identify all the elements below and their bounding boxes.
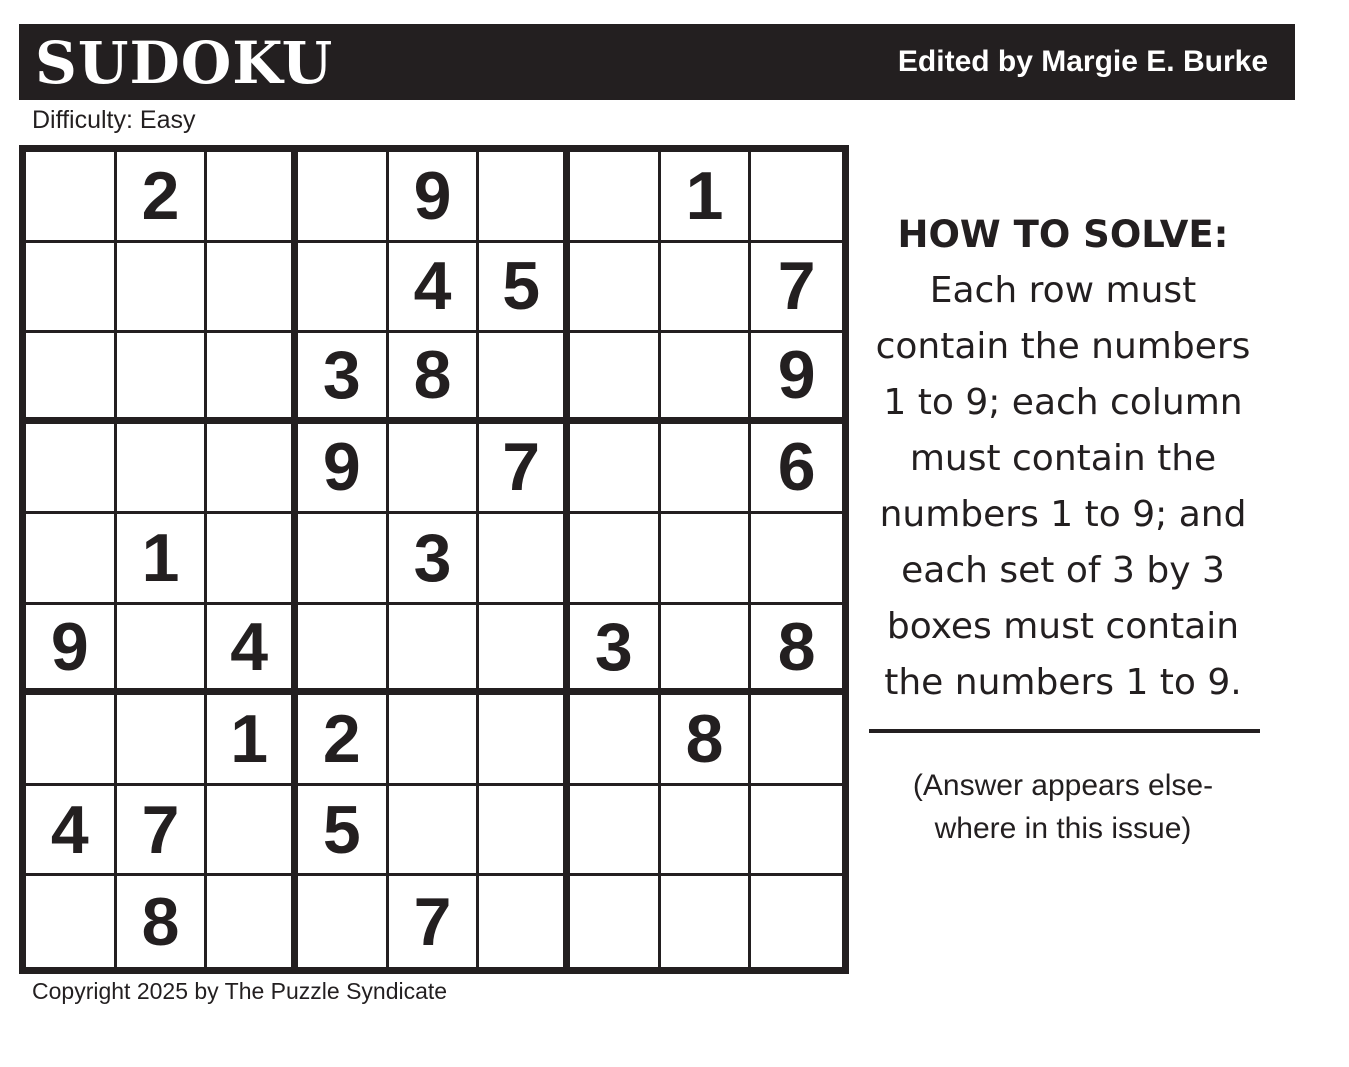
given-digit-cell: 5 [479,243,570,334]
empty-cell[interactable] [117,605,208,696]
empty-cell[interactable] [661,333,752,424]
instruction-line: the numbers 1 to 9. [884,662,1242,703]
empty-cell[interactable] [26,424,117,515]
answer-note-line: (Answer appears else- [912,769,1214,802]
empty-cell[interactable] [389,605,480,696]
given-digit-cell: 9 [389,152,480,243]
empty-cell[interactable] [207,243,298,334]
empty-cell[interactable] [207,333,298,424]
instruction-line: 1 to 9; each column [883,382,1243,423]
empty-cell[interactable] [389,695,480,786]
given-digit-cell: 3 [389,514,480,605]
empty-cell[interactable] [751,514,842,605]
empty-cell[interactable] [479,695,570,786]
given-digit-cell: 7 [389,876,480,967]
given-digit-cell: 1 [117,514,208,605]
empty-cell[interactable] [570,243,661,334]
empty-cell[interactable] [751,786,842,877]
given-digit-cell: 3 [298,333,389,424]
difficulty-label: Difficulty: Easy [32,106,196,134]
sudoku-grid [19,145,849,974]
empty-cell[interactable] [207,152,298,243]
empty-cell[interactable] [661,786,752,877]
instruction-line: must contain the [909,438,1217,479]
instruction-line: contain the numbers [875,326,1251,367]
given-digit-cell: 4 [389,243,480,334]
empty-cell[interactable] [751,152,842,243]
given-digit-cell: 8 [661,695,752,786]
given-digit-cell: 4 [26,786,117,877]
empty-cell[interactable] [26,876,117,967]
empty-cell[interactable] [26,333,117,424]
empty-cell[interactable] [26,514,117,605]
instruction-line: each set of 3 by 3 [901,550,1225,591]
given-digit-cell: 7 [117,786,208,877]
empty-cell[interactable] [570,424,661,515]
given-digit-cell: 9 [298,424,389,515]
copyright-notice: Copyright 2025 by The Puzzle Syndicate [32,978,448,1004]
empty-cell[interactable] [298,876,389,967]
empty-cell[interactable] [207,786,298,877]
how-to-solve-title: HOW TO SOLVE: [897,213,1229,256]
empty-cell[interactable] [479,786,570,877]
empty-cell[interactable] [570,695,661,786]
empty-cell[interactable] [661,605,752,696]
given-digit-cell: 9 [751,333,842,424]
empty-cell[interactable] [117,333,208,424]
empty-cell[interactable] [661,243,752,334]
empty-cell[interactable] [117,243,208,334]
empty-cell[interactable] [389,424,480,515]
empty-cell[interactable] [661,424,752,515]
empty-cell[interactable] [117,695,208,786]
empty-cell[interactable] [751,695,842,786]
given-digit-cell: 7 [751,243,842,334]
empty-cell[interactable] [298,514,389,605]
how-to-solve-panel [862,207,1264,711]
given-digit-cell: 9 [26,605,117,696]
empty-cell[interactable] [389,786,480,877]
empty-cell[interactable] [570,333,661,424]
answer-note-line: where in this issue) [934,812,1192,845]
empty-cell[interactable] [26,243,117,334]
empty-cell[interactable] [479,514,570,605]
answer-note [862,764,1264,850]
given-digit-cell: 3 [570,605,661,696]
divider-rule [869,729,1260,733]
given-digit-cell: 1 [207,695,298,786]
empty-cell[interactable] [479,152,570,243]
given-digit-cell: 5 [298,786,389,877]
empty-cell[interactable] [298,605,389,696]
empty-cell[interactable] [207,876,298,967]
sudoku-logo: SUDOKU [35,29,334,97]
empty-cell[interactable] [298,152,389,243]
empty-cell[interactable] [26,152,117,243]
given-digit-cell: 8 [389,333,480,424]
given-digit-cell: 1 [661,152,752,243]
empty-cell[interactable] [570,786,661,877]
empty-cell[interactable] [661,876,752,967]
given-digit-cell: 8 [117,876,208,967]
empty-cell[interactable] [751,876,842,967]
instruction-line: boxes must contain [886,606,1240,647]
editor-credit: Edited by Margie E. Burke [897,45,1268,78]
empty-cell[interactable] [479,876,570,967]
empty-cell[interactable] [207,424,298,515]
empty-cell[interactable] [117,424,208,515]
empty-cell[interactable] [570,152,661,243]
empty-cell[interactable] [479,605,570,696]
given-digit-cell: 2 [117,152,208,243]
empty-cell[interactable] [207,514,298,605]
header-bar [19,24,1295,100]
empty-cell[interactable] [661,514,752,605]
given-digit-cell: 4 [207,605,298,696]
instruction-line: Each row must [929,270,1197,311]
empty-cell[interactable] [570,876,661,967]
empty-cell[interactable] [570,514,661,605]
given-digit-cell: 7 [479,424,570,515]
empty-cell[interactable] [298,243,389,334]
given-digit-cell: 8 [751,605,842,696]
given-digit-cell: 2 [298,695,389,786]
empty-cell[interactable] [26,695,117,786]
given-digit-cell: 6 [751,424,842,515]
empty-cell[interactable] [479,333,570,424]
instruction-line: numbers 1 to 9; and [879,494,1247,535]
